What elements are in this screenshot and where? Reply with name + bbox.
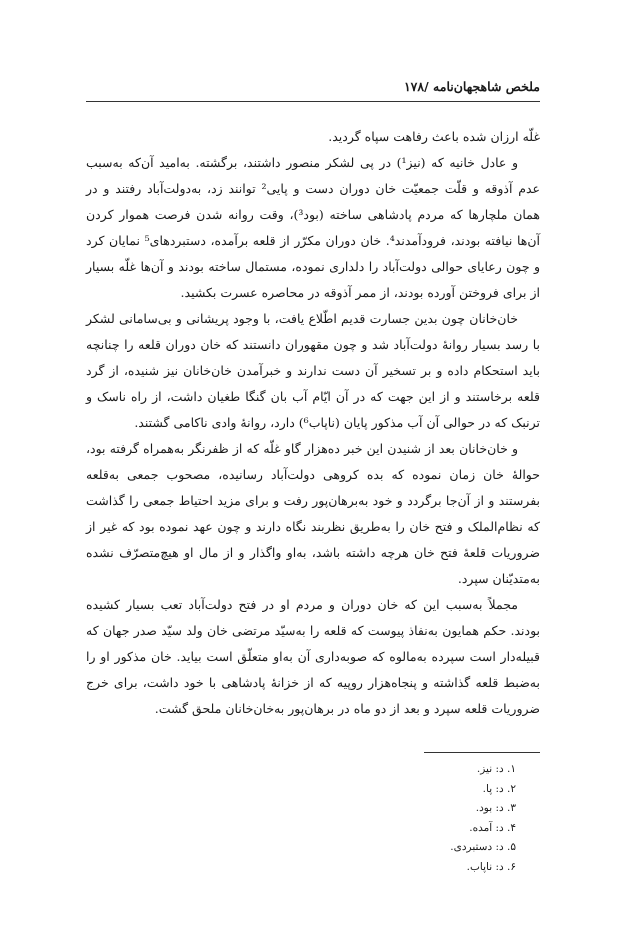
running-header: ملخص شاهجهان‌نامه /۱۷۸ [403, 79, 540, 94]
footnote-2: ۲. د: پا. [482, 782, 516, 795]
footnote-5: ۵. د: دستبردی. [450, 841, 516, 853]
footnotes-list [86, 760, 540, 877]
footnote-4: ۴. د: آمده. [469, 821, 516, 834]
footnote-1: ۱. د: نیز. [476, 763, 516, 775]
paragraph-1: غلّه ارزان شده باعث رفاهت سپاه گردید. [328, 129, 540, 144]
footnote-3: ۳. د: بود. [475, 802, 516, 814]
header-divider [86, 101, 540, 102]
paragraph-2: و عادل خانیه که (نیز¹) در پی لشکر منصور داشتند، برگشته. به‌امید آن‌که به‌سبب عدم آذوقه و قلّت جمعیّت خان دوران دست و پایی² توانند زد، به‌دولت‌آباد رفتند و در همان ملچارها که مردم پادشاهی ساخته (بود³)، وقت روانه شدن فرصت هموار کردن آن‌ها نیافته بودند، فرودآمدند⁴. خان دوران مکرّر از قلعه برآمده، دستبردهای⁵ نمایان کرد و چون رعایای حوالی دولت‌آباد را دلداری نموده، مستمال ساخته بودند و آن‌ها غلّه بسیار از برای فروختن آورده بودند، از ممر آذوقه در محاصره عسرت بکشید. [86, 155, 541, 300]
footnote-6: ۶. د: ناپاب. [466, 860, 516, 873]
main-text [86, 124, 540, 722]
paragraph-4: و خان‌خانان بعد از شنیدن این خبر ده‌هزار گاو غلّه که از ظفرنگر به‌همراه گرفته بود، حوالهٔ خان زمان نموده که بده کروهی دولت‌آباد رسانیده، مصحوب جمعی به‌قلعه بفرستند و از آن‌جا برگردد و خود به‌برهان‌پور رفت و برای مزید احتیاط جمعی را گذاشت که نظام‌الملک و فتح خان را به‌طریق نظربند نگاه دارند و چون عهد نموده بود که غیر از ضروریات قلعهٔ فتح خان هرچه داشته باشد، به‌او واگذار و از مال او هیچ‌متصرّف نشده به‌متدیّنان سپرد. [86, 441, 540, 586]
paragraph-5: مجملاً به‌سبب این که خان دوران و مردم او در فتح دولت‌آباد تعب بسیار کشیده بودند. حکم همایون به‌نفاذ پیوست که قلعه را به‌سیّد مرتضی خان ولد سیّد صدر جهان که قبیله‌دار است سپرده به‌مالوه که صوبه‌داری آن به‌او متعلّق است بیاید. خان مذکور او را به‌ضبط قلعه گذاشته و پنجاه‌هزار روپیه که از خزانهٔ پادشاهی با خود داشت، برای خرج ضروریات قلعه سپرد و بعد از دو ماه در برهان‌پور به‌خان‌خانان ملحق گشت. [86, 597, 540, 716]
paragraph-3: خان‌خانان چون بدین جسارت قدیم اطّلاع یافت، با وجود پریشانی و بی‌سامانی لشکر با رسد بسیار روانهٔ دولت‌آباد شد و چون مقهوران دانستند که خان دوران قلعه را چنانچه باید استحکام داده و بر تسخیر آن دست ندارند و خبرآمدن خان‌خانان نیز شنیده، از گرد قلعه برخاستند و از این جهت که در آن ایّام آب بان گنگا طغیان داشت، از راه ناسک و ترنبک که در حوالی آن آب مذکور پایان (ناپاب⁶) دارد، روانهٔ وادی ناکامی گشتند. [86, 311, 540, 430]
footnote-divider [424, 752, 540, 753]
